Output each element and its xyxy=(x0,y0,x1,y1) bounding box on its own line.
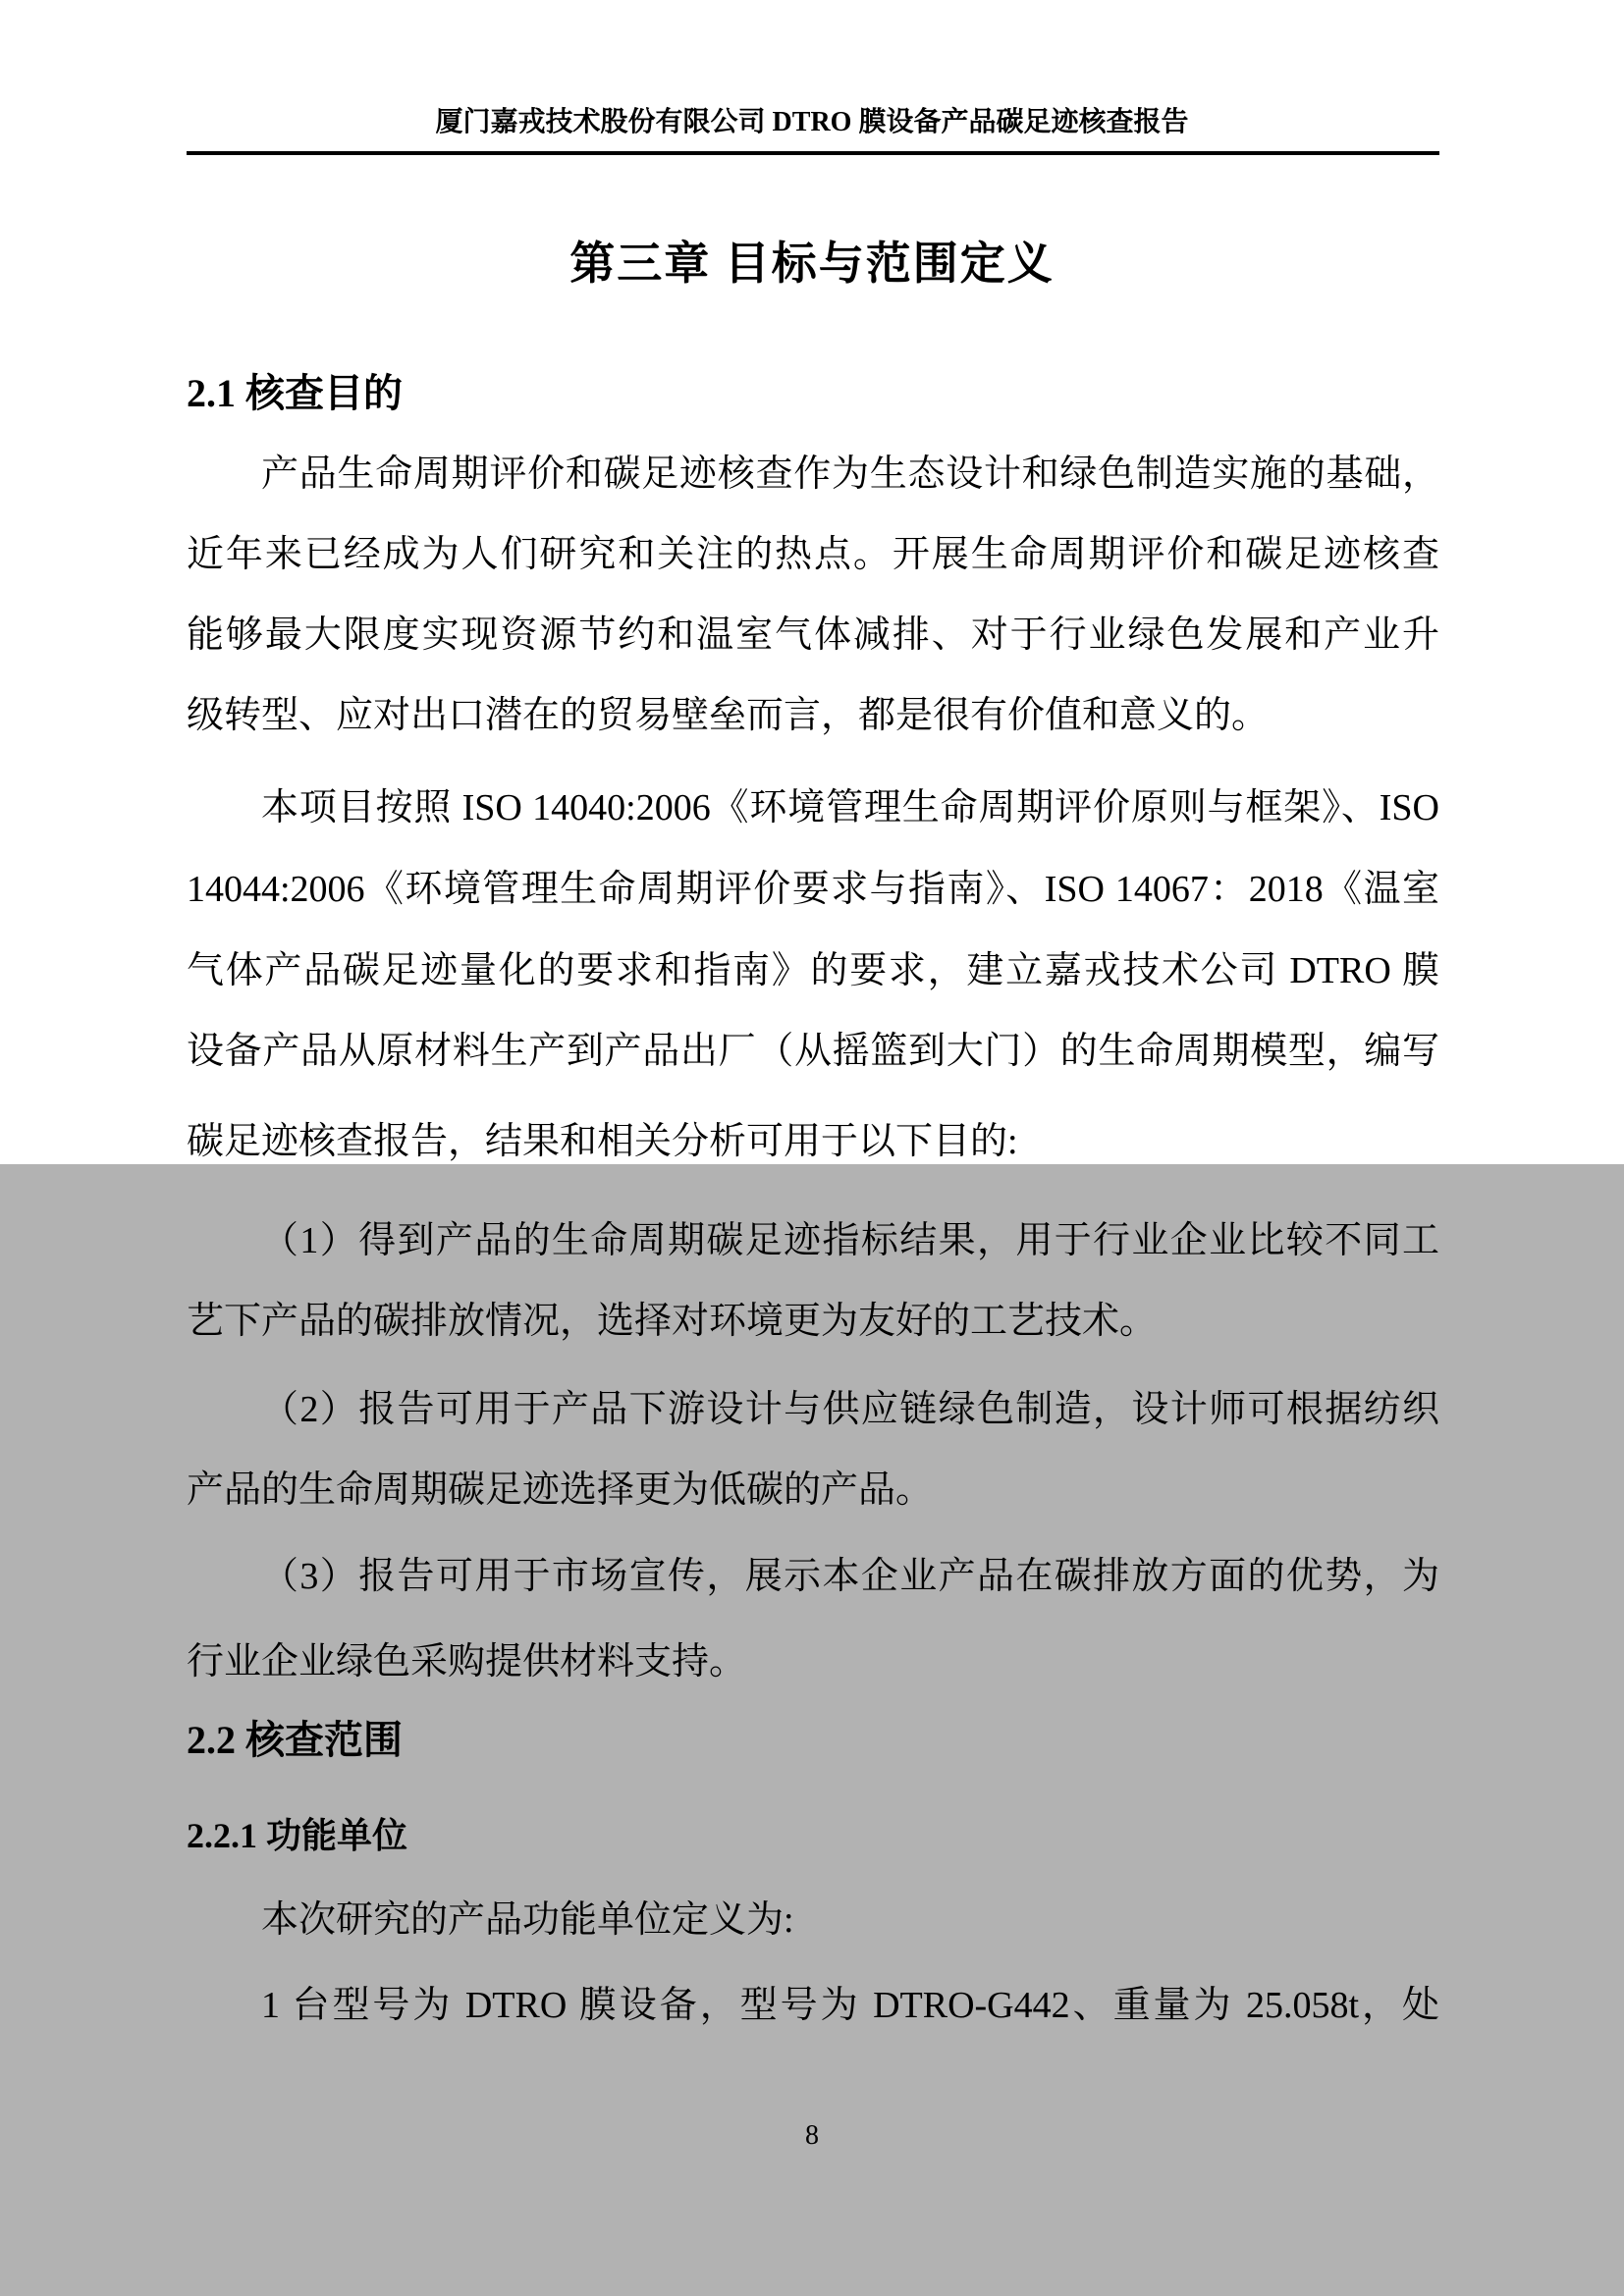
page-number: 8 xyxy=(805,2120,819,2151)
paragraph-line: 级转型、应对出口潜在的贸易壁垒而言，都是很有价值和意义的。 xyxy=(187,695,1270,736)
paragraph-line: 气体产品碳足迹量化的要求和指南》的要求，建立嘉戎技术公司 DTRO 膜 xyxy=(187,950,1439,991)
paragraph-line: 近年来已经成为人们研究和关注的热点。开展生命周期评价和碳足迹核查 xyxy=(187,534,1439,575)
paragraph-line: 能够最大限度实现资源节约和温室气体减排、对于行业绿色发展和产业升 xyxy=(187,614,1439,656)
paragraph-line: 碳足迹核查报告，结果和相关分析可用于以下目的: xyxy=(187,1121,1018,1162)
paragraph-line: 产品生命周期评价和碳足迹核查作为生态设计和绿色制造实施的基础， xyxy=(261,454,1439,495)
list-item-3-line: （3）报告可用于市场宣传，展示本企业产品在碳排放方面的优势，为 xyxy=(261,1556,1439,1597)
chapter-title: 第三章 目标与范围定义 xyxy=(569,239,1055,289)
list-item-2-line: 产品的生命周期碳足迹选择更为低碳的产品。 xyxy=(187,1469,934,1511)
paragraph-line: 设备产品从原材料生产到产品出厂（从摇篮到大门）的生命周期模型，编写 xyxy=(187,1031,1439,1072)
list-item-1-line: （1）得到产品的生命周期碳足迹指标结果，用于行业企业比较不同工 xyxy=(261,1220,1439,1261)
list-item-1-line: 艺下产品的碳排放情况，选择对环境更为友好的工艺技术。 xyxy=(187,1301,1158,1342)
paragraph-line: 14044:2006《环境管理生命周期评价要求与指南》、ISO 14067：2018《温室 xyxy=(187,869,1439,910)
section-heading-2-2: 2.2 核查范围 xyxy=(187,1718,403,1762)
list-item-2-line: （2）报告可用于产品下游设计与供应链绿色制造，设计师可根据纺织 xyxy=(261,1389,1439,1430)
section-heading-2-1: 2.1 核查目的 xyxy=(187,371,403,415)
list-item-3-line: 行业企业绿色采购提供材料支持。 xyxy=(187,1641,747,1682)
section-heading-2-2-1: 2.2.1 功能单位 xyxy=(187,1816,408,1855)
page-header: 厦门嘉戎技术股份有限公司 DTRO 膜设备产品碳足迹核查报告 xyxy=(435,107,1189,137)
paragraph-line: 本次研究的产品功能单位定义为: xyxy=(261,1899,794,1941)
paragraph-line: 本项目按照 ISO 14040:2006《环境管理生命周期评价原则与框架》、ISO xyxy=(261,787,1439,828)
paragraph-line: 1 台型号为 DTRO 膜设备，型号为 DTRO-G442、重量为 25.058t，处 xyxy=(261,1985,1439,2026)
